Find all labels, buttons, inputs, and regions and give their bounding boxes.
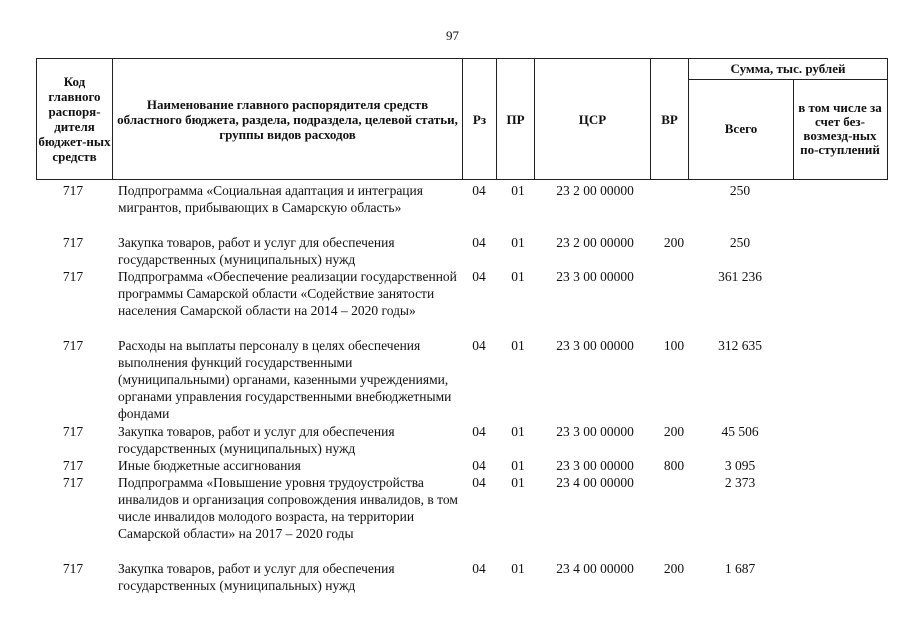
cell-rz: 04 bbox=[472, 338, 486, 353]
cell-total: 3 095 bbox=[724, 458, 756, 473]
cell-csr: 23 3 00 00000 bbox=[556, 269, 634, 284]
cell-vr: 200 bbox=[663, 561, 685, 576]
cell-total: 361 236 bbox=[718, 269, 762, 284]
header-code: Код главного распоря-дителя бюджет-ных средств bbox=[37, 59, 113, 179]
cell-rz: 04 bbox=[472, 458, 486, 473]
cell-code: 717 bbox=[62, 475, 84, 490]
header-free: в том числе за счет без-возмезд-ных по-ступлений bbox=[798, 100, 882, 157]
cell-total: 45 506 bbox=[721, 424, 759, 439]
cell-name: Закупка товаров, работ и услуг для обеспечения государственных (муниципальных) нужд bbox=[118, 235, 395, 267]
cell-code: 717 bbox=[62, 458, 84, 473]
cell-pr: 01 bbox=[511, 458, 525, 473]
header-vr: ВР bbox=[651, 59, 689, 179]
cell-pr: 01 bbox=[511, 475, 525, 490]
cell-pr: 01 bbox=[511, 269, 525, 284]
cell-code: 717 bbox=[62, 269, 84, 284]
cell-csr: 23 4 00 00000 bbox=[556, 561, 634, 576]
header-csr: ЦСР bbox=[535, 59, 651, 179]
cell-name: Подпрограмма «Обеспечение реализации государственной программы Самарской области «Содействие занятости населения Самарской области на 2014 – 2020 годы» bbox=[118, 269, 457, 318]
cell-code: 717 bbox=[62, 338, 84, 353]
cell-code: 717 bbox=[62, 561, 84, 576]
cell-csr: 23 4 00 00000 bbox=[556, 475, 634, 490]
cell-csr: 23 2 00 00000 bbox=[556, 235, 634, 250]
header-sum-group bbox=[689, 59, 887, 179]
table-header bbox=[36, 58, 888, 180]
cell-code: 717 bbox=[62, 424, 84, 439]
cell-name: Закупка товаров, работ и услуг для обеспечения государственных (муниципальных) нужд bbox=[118, 561, 395, 593]
cell-csr: 23 2 00 00000 bbox=[556, 183, 634, 198]
cell-rz: 04 bbox=[472, 183, 486, 198]
header-rz: Рз bbox=[463, 59, 497, 179]
cell-pr: 01 bbox=[511, 183, 525, 198]
cell-name: Подпрограмма «Повышение уровня трудоустройства инвалидов и организация сопровождения инвалидов, в том числе инвалидов молодого возраста, на территории Самарской области» на 2017 – 2020 годы bbox=[118, 475, 458, 541]
cell-rz: 04 bbox=[472, 424, 486, 439]
cell-pr: 01 bbox=[511, 338, 525, 353]
cell-rz: 04 bbox=[472, 561, 486, 576]
cell-code: 717 bbox=[62, 183, 84, 198]
cell-vr: 100 bbox=[663, 338, 685, 353]
header-name: Наименование главного распорядителя средств областного бюджета, раздела, подраздела, целевой статьи, группы видов расходов bbox=[113, 59, 463, 179]
cell-total: 250 bbox=[729, 183, 751, 198]
cell-vr: 200 bbox=[663, 235, 685, 250]
cell-total: 312 635 bbox=[718, 338, 762, 353]
cell-rz: 04 bbox=[472, 269, 486, 284]
cell-name: Иные бюджетные ассигнования bbox=[118, 458, 301, 473]
cell-csr: 23 3 00 00000 bbox=[556, 458, 634, 473]
cell-total: 2 373 bbox=[724, 475, 756, 490]
header-sum: Сумма, тыс. рублей bbox=[689, 59, 887, 80]
cell-csr: 23 3 00 00000 bbox=[556, 338, 634, 353]
cell-pr: 01 bbox=[511, 235, 525, 250]
cell-rz: 04 bbox=[472, 475, 486, 490]
cell-code: 717 bbox=[62, 235, 84, 250]
cell-total: 1 687 bbox=[724, 561, 756, 576]
cell-csr: 23 3 00 00000 bbox=[556, 424, 634, 439]
cell-name: Закупка товаров, работ и услуг для обеспечения государственных (муниципальных) нужд bbox=[118, 424, 395, 456]
cell-total: 250 bbox=[729, 235, 751, 250]
cell-name: Подпрограмма «Социальная адаптация и интеграция мигрантов, прибывающих в Самарскую область» bbox=[118, 183, 423, 215]
cell-name: Расходы на выплаты персоналу в целях обеспечения выполнения функций государственными (муниципальными) органами, казенными учреждениями, органами управления государственными внебюджетными фондами bbox=[118, 338, 452, 421]
cell-vr: 200 bbox=[663, 424, 685, 439]
cell-rz: 04 bbox=[472, 235, 486, 250]
cell-pr: 01 bbox=[511, 561, 525, 576]
cell-pr: 01 bbox=[511, 424, 525, 439]
header-total: Всего bbox=[689, 79, 794, 179]
page-number: 97 bbox=[446, 28, 459, 43]
cell-vr: 800 bbox=[663, 458, 685, 473]
header-pr: ПР bbox=[497, 59, 535, 179]
